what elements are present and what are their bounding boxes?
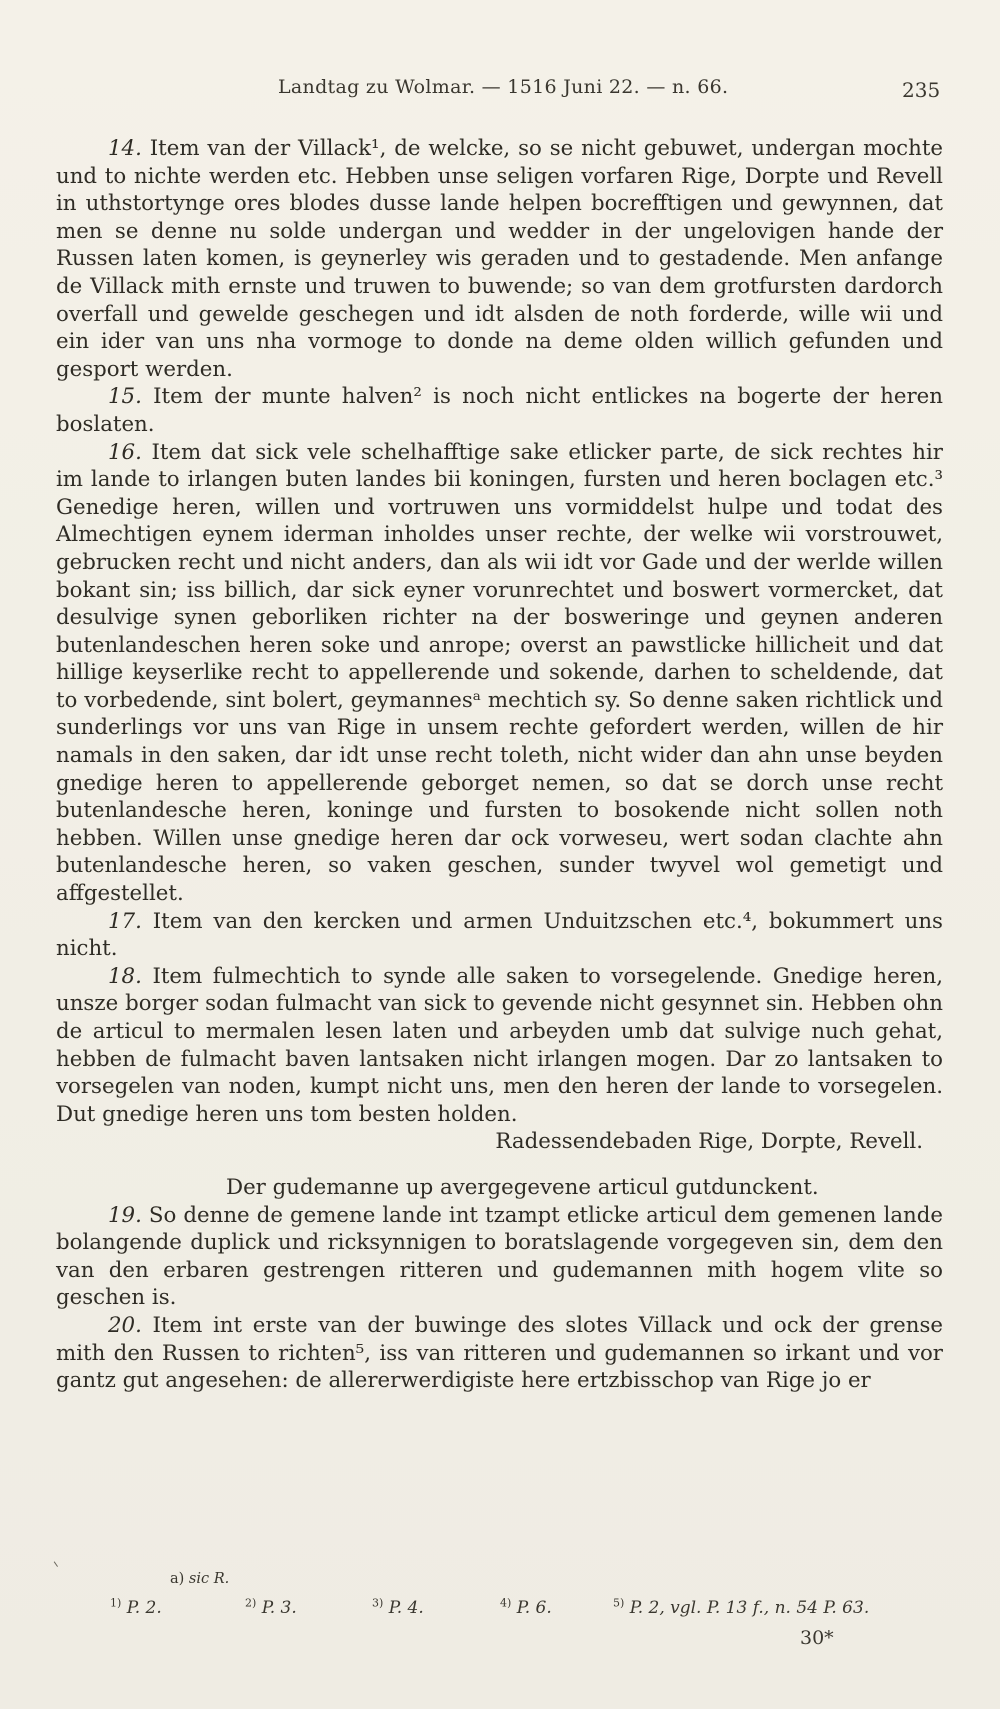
paragraph-text: Item van der Villack¹, de welcke, so se nicht gebuwet, undergan mochte und to nichte werden etc. Hebben unse seligen vorfaren Rige, Dorpte und Revell in uthstortynge ores blodes dusse lande helpen bocrefftigen und gewynnen, dat men se denne nu solde undergan und wedder in der ungelovigen hande der Russen laten komen, is geynerley wis geraden und to gestadende. Men anfange de Villack mith ernste und truwen to buwende; so van dem grotfursten dardorch overfall und gewelde geschegen und idt alsden de noth forderde, wille wii und ein ider van uns nha vormoge to donde na deme olden willich gefunden und gesport werden.	[56, 136, 943, 382]
paragraph-text: Item int erste van der buwinge des slotes Villack und ock der grense mith den Russen to richten⁵, iss van ritteren und gudemannen so irkant und vor gantz gut angesehen: de allererwerdigiste here ertzbisschop van Rige jo er	[56, 1312, 943, 1394]
note-label: a)	[170, 1571, 185, 1587]
print-speck	[54, 1559, 62, 1567]
page-number: 235	[902, 78, 941, 102]
section-heading: Der gudemanne up avergegevene articul gutdunckent.	[226, 1174, 819, 1200]
paragraph-number: 17.	[108, 908, 142, 934]
paragraph-17	[56, 908, 943, 963]
running-head: Landtag zu Wolmar. — 1516 Juni 22. — n. 66.	[278, 76, 729, 98]
footnote-3: $^{3)}$ P. 4.	[372, 1596, 424, 1618]
paragraph-19	[56, 1202, 943, 1312]
paragraph-15	[56, 383, 943, 438]
paragraph-text: So denne de gemene lande int tzampt etlicke articul dem gemenen lande bolangende duplick und ricksynnigen to boratslagende vorgegeven sin, dem den van den erbaren gestrengen ritteren und gudemannen mith hogem vlite so geschen is.	[56, 1202, 943, 1311]
footnote-4: $^{4)}$ P. 6.	[500, 1596, 552, 1618]
footnotes	[110, 1598, 950, 1624]
paragraph-text: Item fulmechtich to synde alle saken to vorsegelende. Gnedige heren, unsze borger sodan fulmacht van sick to gevende nicht gesynnet sin. Hebben ohn de articul to mermalen lesen laten und arbeyden umb dat sulvige nuch gehat, hebben de fulmacht baven lantsaken nicht irlangen mogen. Dar zo lantsaken to vorsegelen van noden, kumpt nicht uns, men den heren der lande to vorsegelen. Dut gnedige heren uns tom besten holden.	[56, 963, 943, 1127]
note-text: sic R.	[188, 1571, 230, 1587]
paragraph-14	[56, 135, 943, 383]
paragraph-text: Item van den kercken und armen Unduitzschen etc.⁴, bokummert uns nicht.	[56, 908, 943, 962]
signatories: Radessendebaden Rige, Dorpte, Revell.	[495, 1129, 923, 1155]
body-text	[56, 135, 943, 1395]
paragraph-number: 14.	[108, 136, 142, 161]
paragraph-number: 18.	[108, 963, 142, 989]
page-header	[0, 76, 1000, 106]
paragraph-text: Item dat sick vele schelhafftige sake etlicker parte, de sick rechtes hir im lande to irlangen buten landes bii koningen, fursten und heren boclagen etc.³ Genedige heren, willen und vortruwen uns vormiddelst hulpe und todat des Almechtigen eynem iderman inholdes unser rechte, der welke wii vorstrouwet, gebrucken recht und nicht anders, dan als wii idt vor Gade und der werlde willen bokant sin; iss billich, dar sick eyner vorunrechtet und boswert vormercket, dat desulvige synen geborliken richter na der bosweringe und geynen anderen butenlandeschen heren soke und anrope; overst an pawstlicke hillicheit und dat hillige keyserlike recht to appellerende und sokende, darhen to scheldende, dat to vorbedende, sint bolert, geymannesᵃ mechtich sy. So denne saken richtlick und sunderlings vor uns van Rige in unsem rechte gefordert werden, willen de hir namals in den saken, dar idt unse recht toleth, nicht wider dan ahn unse beyden gnedige heren to appellerende geborget nemen, so dat se dorch unse recht butenlandesche heren, koninge und fursten to bosokende nicht sollen noth hebben. Willen unse gnedige heren dar ock vorweseu, wert sodan clachte ahn butenlandesche heren, so vaken geschen, sunder twyvel wol gemetigt und affgestellet.	[56, 439, 943, 907]
paragraph-text: Item der munte halven² is noch nicht entlickes na bogerte der heren boslaten.	[56, 384, 943, 437]
text-critical-note	[170, 1571, 229, 1587]
paragraph-number: 20.	[108, 1312, 142, 1338]
footnote-2: $^{2)}$ P. 3.	[245, 1596, 297, 1618]
paragraph-number: 16.	[108, 439, 142, 465]
footnote-1: $^{1)}$ P. 2.	[110, 1596, 162, 1618]
paragraph-number: 19.	[108, 1202, 142, 1228]
paragraph-number: 15.	[108, 384, 142, 410]
paragraph-18	[56, 963, 943, 1129]
paragraph-20	[56, 1312, 943, 1395]
paragraph-16	[56, 439, 943, 908]
signature-mark: 30*	[800, 1627, 834, 1649]
footnote-5: $^{5)}$ P. 2, vgl. P. 13 f., n. 54 P. 63.	[613, 1596, 870, 1618]
